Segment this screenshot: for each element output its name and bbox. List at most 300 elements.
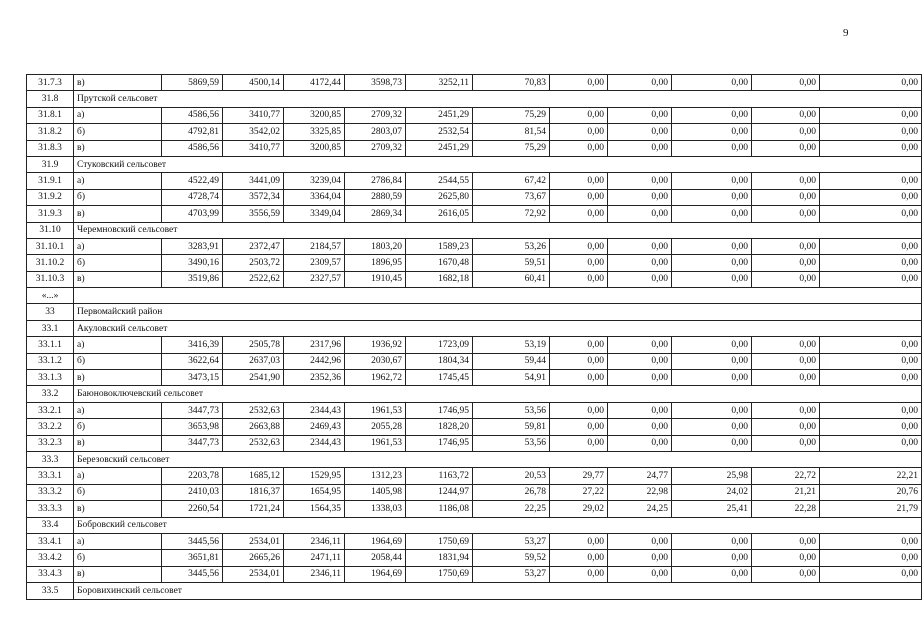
row-code-cell: 31.10.2 [27,255,74,271]
value-cell: 1961,53 [345,402,406,418]
value-cell: 2372,47 [223,238,284,254]
value-cell: 2663,88 [223,419,284,435]
value-cell: 24,25 [608,501,672,517]
value-cell: 0,00 [752,124,820,140]
row-variant-cell: а) [74,402,162,418]
value-cell: 0,00 [550,271,608,287]
page-number: 9 [843,27,849,39]
value-cell: 1654,95 [284,484,345,500]
value-cell: 22,28 [752,501,820,517]
row-variant-cell: в) [74,501,162,517]
value-cell: 0,00 [672,124,752,140]
value-cell: 1828,20 [406,419,473,435]
section-row [27,304,922,320]
value-cell: 3410,77 [223,107,284,123]
value-cell: 3252,11 [406,75,473,91]
value-cell: 2709,32 [345,107,406,123]
value-cell: 20,76 [820,484,922,500]
row-code-cell: 31.10.1 [27,238,74,254]
value-cell: 70,83 [473,75,550,91]
value-cell: 2803,07 [345,124,406,140]
value-cell: 0,00 [608,107,672,123]
value-cell: 0,00 [752,255,820,271]
row-code-cell: 33.3.3 [27,501,74,517]
table-row [27,238,922,254]
row-code-cell: 33.2.3 [27,435,74,451]
section-title-cell: Прутской сельсовет [74,91,922,107]
value-cell: 0,00 [752,271,820,287]
value-cell: 2260,54 [162,501,223,517]
value-cell: 0,00 [672,550,752,566]
table-row [27,255,922,271]
table-row [27,435,922,451]
value-cell: 59,52 [473,550,550,566]
value-cell: 0,00 [752,238,820,254]
value-cell: 21,21 [752,484,820,500]
value-cell: 59,51 [473,255,550,271]
value-cell: 0,00 [820,206,922,222]
value-cell: 2503,72 [223,255,284,271]
value-cell: 0,00 [550,75,608,91]
value-cell: 0,00 [550,402,608,418]
value-cell: 54,91 [473,370,550,386]
value-cell: 0,00 [752,206,820,222]
value-cell: 3556,59 [223,206,284,222]
row-code-cell: 33.4.2 [27,550,74,566]
value-cell: 2665,26 [223,550,284,566]
row-code-cell: 33.4.1 [27,533,74,549]
row-code-cell: 33.3.1 [27,468,74,484]
row-variant-cell: а) [74,173,162,189]
row-code-cell: 33.1.3 [27,370,74,386]
value-cell: 1723,09 [406,337,473,353]
value-cell: 0,00 [752,140,820,156]
value-cell: 22,72 [752,468,820,484]
value-cell: 22,98 [608,484,672,500]
value-cell: 4703,99 [162,206,223,222]
table-row [27,337,922,353]
value-cell: 53,56 [473,402,550,418]
value-cell: 0,00 [608,124,672,140]
section-row [27,451,922,467]
section-code-cell: 31.9 [27,156,74,172]
tariff-table [26,74,922,600]
value-cell: 2786,84 [345,173,406,189]
value-cell: 0,00 [550,255,608,271]
row-code-cell: 31.9.1 [27,173,74,189]
value-cell: 2709,32 [345,140,406,156]
value-cell: 0,00 [752,173,820,189]
value-cell: 0,00 [820,337,922,353]
value-cell: 0,00 [820,124,922,140]
value-cell: 2532,63 [223,402,284,418]
value-cell: 73,67 [473,189,550,205]
row-code-cell: 33.3.2 [27,484,74,500]
value-cell: 2442,96 [284,353,345,369]
value-cell: 0,00 [672,189,752,205]
value-cell: 0,00 [672,402,752,418]
value-cell: 1312,23 [345,468,406,484]
value-cell: 3445,56 [162,533,223,549]
value-cell: 0,00 [820,189,922,205]
section-row [27,91,922,107]
row-variant-cell: в) [74,206,162,222]
value-cell: 2451,29 [406,107,473,123]
value-cell: 0,00 [820,353,922,369]
value-cell: 3200,85 [284,107,345,123]
value-cell: 0,00 [608,435,672,451]
row-variant-cell: б) [74,189,162,205]
section-code-cell: 33.1 [27,320,74,336]
value-cell: 0,00 [820,173,922,189]
value-cell: 0,00 [672,107,752,123]
section-row [27,386,922,402]
value-cell: 1529,95 [284,468,345,484]
section-title-cell: Баюновоключевский сельсовет [74,386,922,402]
value-cell: 2534,01 [223,566,284,582]
table-row [27,75,922,91]
row-variant-cell: а) [74,107,162,123]
value-cell: 27,22 [550,484,608,500]
section-title-cell: Черемновский сельсовет [74,222,922,238]
value-cell: 3519,86 [162,271,223,287]
value-cell: 0,00 [672,271,752,287]
value-cell: 0,00 [672,173,752,189]
value-cell: 2327,57 [284,271,345,287]
value-cell: 0,00 [608,550,672,566]
row-variant-cell: б) [74,484,162,500]
value-cell: 53,27 [473,566,550,582]
section-code-cell: 31.10 [27,222,74,238]
value-cell: 0,00 [608,337,672,353]
value-cell: 0,00 [752,533,820,549]
value-cell: 53,19 [473,337,550,353]
value-cell: 0,00 [820,271,922,287]
value-cell: 3651,81 [162,550,223,566]
value-cell: 2451,29 [406,140,473,156]
row-variant-cell: б) [74,419,162,435]
value-cell: 4728,74 [162,189,223,205]
table-row [27,566,922,582]
value-cell: 0,00 [672,238,752,254]
value-cell: 2410,03 [162,484,223,500]
section-title-cell: Березовский сельсовет [74,451,922,467]
table-row [27,501,922,517]
value-cell: 0,00 [752,353,820,369]
value-cell: 1803,20 [345,238,406,254]
row-variant-cell: в) [74,435,162,451]
row-variant-cell: б) [74,550,162,566]
table-row [27,206,922,222]
value-cell: 2637,03 [223,353,284,369]
value-cell: 53,26 [473,238,550,254]
table-row [27,173,922,189]
value-cell: 1244,97 [406,484,473,500]
empty-cell [74,288,922,304]
value-cell: 0,00 [608,402,672,418]
value-cell: 22,21 [820,468,922,484]
value-cell: 4792,81 [162,124,223,140]
value-cell: 26,78 [473,484,550,500]
value-cell: 0,00 [608,370,672,386]
value-cell: 4172,44 [284,75,345,91]
row-variant-cell: б) [74,124,162,140]
value-cell: 2616,05 [406,206,473,222]
value-cell: 60,41 [473,271,550,287]
value-cell: 1186,08 [406,501,473,517]
value-cell: 2346,11 [284,566,345,582]
row-code-cell: 31.8.2 [27,124,74,140]
value-cell: 3239,04 [284,173,345,189]
value-cell: 21,79 [820,501,922,517]
value-cell: 0,00 [820,370,922,386]
value-cell: 1405,98 [345,484,406,500]
row-code-cell: 33.1.2 [27,353,74,369]
value-cell: 2346,11 [284,533,345,549]
row-variant-cell: а) [74,238,162,254]
value-cell: 0,00 [608,238,672,254]
value-cell: 0,00 [752,566,820,582]
table-row [27,107,922,123]
section-code-cell: 33 [27,304,74,320]
value-cell: 0,00 [752,370,820,386]
value-cell: 0,00 [608,140,672,156]
value-cell: 3200,85 [284,140,345,156]
value-cell: 2522,62 [223,271,284,287]
section-row [27,156,922,172]
value-cell: 0,00 [550,435,608,451]
value-cell: 1746,95 [406,435,473,451]
value-cell: 0,00 [608,173,672,189]
value-cell: 0,00 [672,419,752,435]
section-row [27,222,922,238]
value-cell: 2505,78 [223,337,284,353]
value-cell: 0,00 [550,566,608,582]
value-cell: 2055,28 [345,419,406,435]
table-row [27,370,922,386]
value-cell: 0,00 [672,533,752,549]
value-cell: 2532,54 [406,124,473,140]
value-cell: 3572,34 [223,189,284,205]
section-row [27,583,922,599]
value-cell: 2184,57 [284,238,345,254]
value-cell: 0,00 [550,419,608,435]
value-cell: 1721,24 [223,501,284,517]
value-cell: 2544,55 [406,173,473,189]
value-cell: 0,00 [820,566,922,582]
section-code-cell: 33.5 [27,583,74,599]
value-cell: 1745,45 [406,370,473,386]
value-cell: 2317,96 [284,337,345,353]
row-code-cell: 31.7.3 [27,75,74,91]
row-code-cell: 33.4.3 [27,566,74,582]
row-variant-cell: а) [74,337,162,353]
row-code-cell: 31.10.3 [27,271,74,287]
value-cell: 0,00 [672,140,752,156]
value-cell: 0,00 [608,189,672,205]
row-variant-cell: б) [74,353,162,369]
value-cell: 0,00 [752,337,820,353]
row-code-cell: 33.2.1 [27,402,74,418]
value-cell: 75,29 [473,140,550,156]
row-variant-cell: а) [74,533,162,549]
value-cell: 1816,37 [223,484,284,500]
value-cell: 0,00 [608,75,672,91]
section-title-cell: Акуловский сельсовет [74,320,922,336]
table-row [27,402,922,418]
value-cell: 0,00 [550,353,608,369]
value-cell: 0,00 [608,533,672,549]
value-cell: 0,00 [672,75,752,91]
value-cell: 81,54 [473,124,550,140]
value-cell: 3622,64 [162,353,223,369]
value-cell: 0,00 [550,173,608,189]
value-cell: 2469,43 [284,419,345,435]
table-body [27,75,922,600]
value-cell: 0,00 [752,550,820,566]
value-cell: 3542,02 [223,124,284,140]
value-cell: 0,00 [550,238,608,254]
row-code-cell: 31.9.2 [27,189,74,205]
value-cell: 75,29 [473,107,550,123]
value-cell: 0,00 [820,107,922,123]
value-cell: 25,41 [672,501,752,517]
table-row [27,550,922,566]
value-cell: 3653,98 [162,419,223,435]
value-cell: 1962,72 [345,370,406,386]
ellipsis-cell: «...» [27,288,74,304]
ellipsis-row [27,288,922,304]
value-cell: 3325,85 [284,124,345,140]
value-cell: 1910,45 [345,271,406,287]
value-cell: 3364,04 [284,189,345,205]
row-variant-cell: в) [74,370,162,386]
row-code-cell: 31.8.1 [27,107,74,123]
value-cell: 1750,69 [406,566,473,582]
section-code-cell: 33.4 [27,517,74,533]
table-row [27,353,922,369]
value-cell: 2869,34 [345,206,406,222]
value-cell: 4586,56 [162,140,223,156]
row-code-cell: 31.9.3 [27,206,74,222]
value-cell: 1964,69 [345,566,406,582]
value-cell: 0,00 [672,370,752,386]
section-row [27,517,922,533]
value-cell: 22,25 [473,501,550,517]
value-cell: 0,00 [820,140,922,156]
value-cell: 53,56 [473,435,550,451]
value-cell: 0,00 [820,238,922,254]
value-cell: 0,00 [550,533,608,549]
value-cell: 0,00 [672,255,752,271]
table-row [27,271,922,287]
value-cell: 2203,78 [162,468,223,484]
value-cell: 0,00 [672,353,752,369]
value-cell: 29,77 [550,468,608,484]
value-cell: 1163,72 [406,468,473,484]
row-code-cell: 33.1.1 [27,337,74,353]
value-cell: 1338,03 [345,501,406,517]
row-variant-cell: в) [74,271,162,287]
value-cell: 0,00 [608,353,672,369]
value-cell: 0,00 [672,337,752,353]
section-title-cell: Бобровский сельсовет [74,517,922,533]
value-cell: 0,00 [672,435,752,451]
value-cell: 59,81 [473,419,550,435]
value-cell: 2532,63 [223,435,284,451]
value-cell: 0,00 [672,566,752,582]
value-cell: 2625,80 [406,189,473,205]
value-cell: 3447,73 [162,402,223,418]
value-cell: 3441,09 [223,173,284,189]
value-cell: 24,77 [608,468,672,484]
row-variant-cell: в) [74,140,162,156]
value-cell: 0,00 [820,75,922,91]
value-cell: 2344,43 [284,435,345,451]
value-cell: 0,00 [608,255,672,271]
value-cell: 0,00 [820,550,922,566]
row-variant-cell: в) [74,566,162,582]
table-row [27,189,922,205]
value-cell: 4500,14 [223,75,284,91]
value-cell: 1564,35 [284,501,345,517]
value-cell: 0,00 [672,206,752,222]
table-row [27,468,922,484]
value-cell: 1682,18 [406,271,473,287]
value-cell: 0,00 [820,533,922,549]
section-code-cell: 31.8 [27,91,74,107]
row-variant-cell: в) [74,75,162,91]
value-cell: 0,00 [550,124,608,140]
value-cell: 4522,49 [162,173,223,189]
value-cell: 72,92 [473,206,550,222]
value-cell: 24,02 [672,484,752,500]
value-cell: 2030,67 [345,353,406,369]
table-row [27,140,922,156]
value-cell: 0,00 [752,419,820,435]
value-cell: 3283,91 [162,238,223,254]
value-cell: 1746,95 [406,402,473,418]
value-cell: 1961,53 [345,435,406,451]
value-cell: 0,00 [608,271,672,287]
section-title-cell: Стуковский сельсовет [74,156,922,172]
value-cell: 67,42 [473,173,550,189]
value-cell: 2344,43 [284,402,345,418]
section-code-cell: 33.3 [27,451,74,467]
value-cell: 0,00 [608,566,672,582]
value-cell: 0,00 [820,255,922,271]
value-cell: 0,00 [752,107,820,123]
value-cell: 3598,73 [345,75,406,91]
value-cell: 0,00 [752,75,820,91]
value-cell: 0,00 [550,189,608,205]
value-cell: 0,00 [550,550,608,566]
value-cell: 0,00 [608,206,672,222]
section-title-cell: Боровихинский сельсовет [74,583,922,599]
value-cell: 3349,04 [284,206,345,222]
value-cell: 2058,44 [345,550,406,566]
row-code-cell: 31.8.3 [27,140,74,156]
value-cell: 0,00 [752,189,820,205]
value-cell: 20,53 [473,468,550,484]
value-cell: 0,00 [820,402,922,418]
value-cell: 0,00 [550,370,608,386]
row-variant-cell: а) [74,468,162,484]
value-cell: 2471,11 [284,550,345,566]
value-cell: 3410,77 [223,140,284,156]
value-cell: 3416,39 [162,337,223,353]
value-cell: 2541,90 [223,370,284,386]
